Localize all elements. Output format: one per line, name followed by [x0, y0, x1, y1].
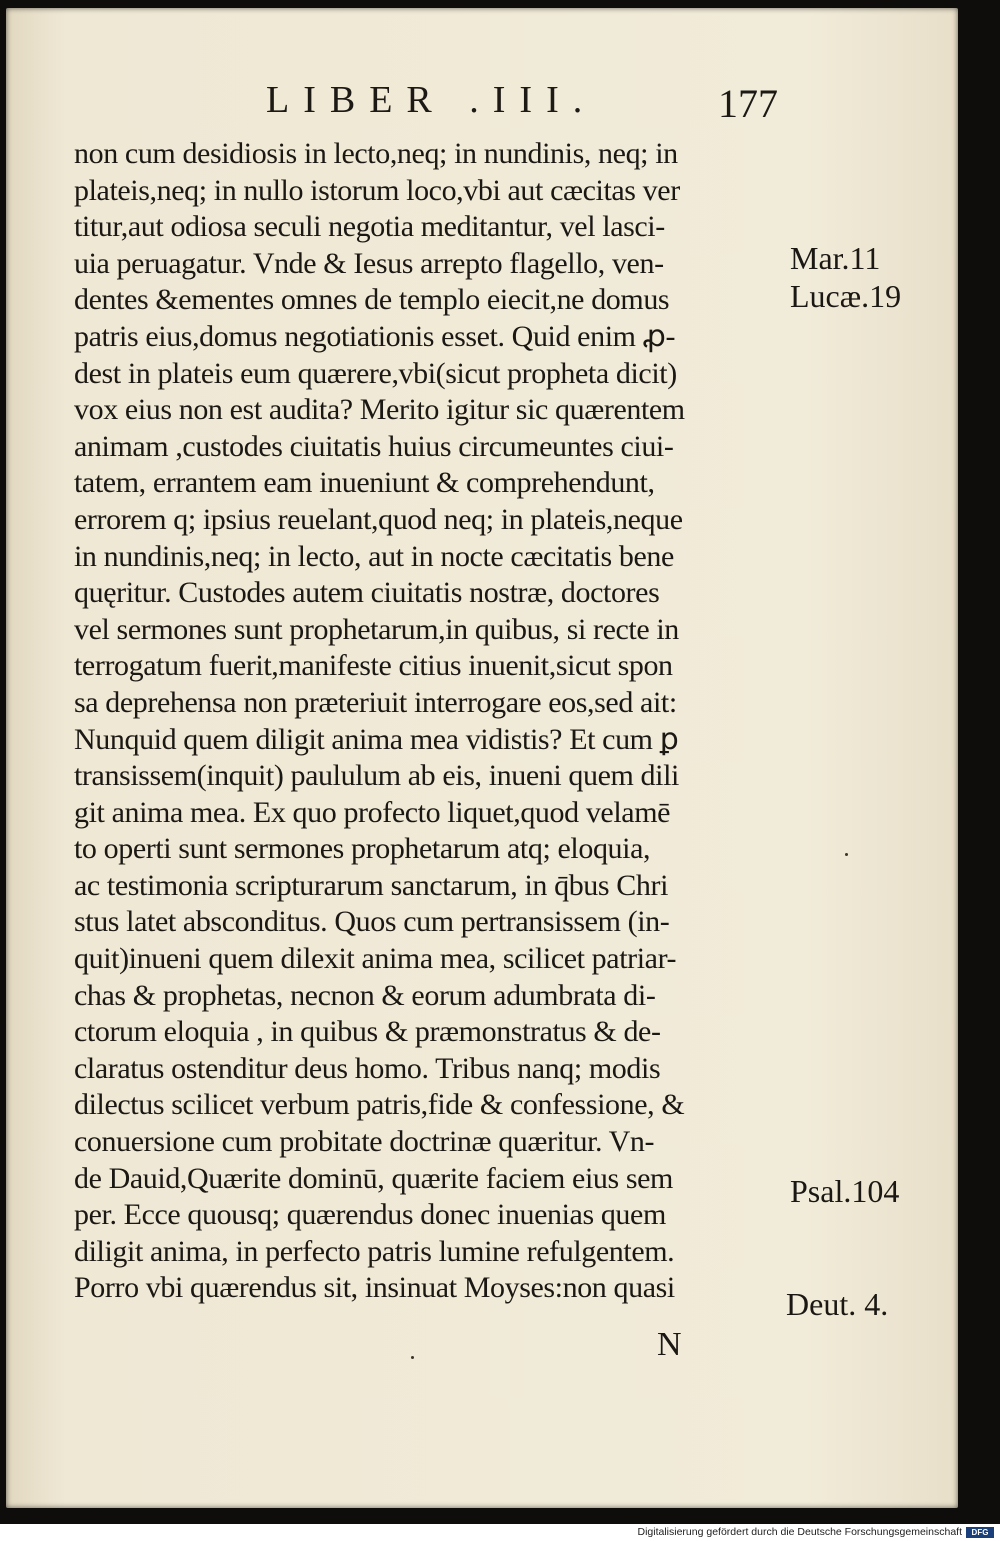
ink-speck: [411, 1356, 414, 1359]
text-line: errorem q; ipsius reuelant,quod neq; in plateis,neque: [74, 502, 683, 536]
text-line: to operti sunt sermones prophetarum atq; eloquia,: [74, 832, 651, 866]
text-line: dentes &ementes omnes de templo eiecit,ne domus: [74, 283, 670, 317]
running-head: LIBER .III.: [266, 79, 597, 121]
footer-bar: [0, 1524, 1000, 1541]
text-line: non cum desidiosis in lecto,neq; in nundinis, neq; in: [74, 137, 678, 170]
funding-credit: Digitalisierung gefördert durch die Deutsche Forschungsgemeinschaft: [637, 1526, 962, 1538]
text-line: terrogatum fuerit,manifeste citius inuenit,sicut spon: [74, 649, 673, 683]
text-line: transissem(inquit) paululum ab eis, inueni quem dili: [74, 759, 679, 793]
text-line: diligit anima, in perfecto patris lumine refulgentem.: [74, 1234, 675, 1268]
text-line: titur,aut odiosa seculi negotia meditantur, vel lasci-: [74, 210, 665, 244]
text-line: chas & prophetas, necnon & eorum adumbrata di-: [74, 978, 656, 1012]
text-line: vox eius non est audita? Merito igitur sic quærentem: [74, 393, 685, 427]
text-line: git anima mea. Ex quo profecto liquet,quod velamē: [74, 795, 671, 829]
text-line: in nundinis,neq; in lecto, aut in nocte cæcitatis bene: [74, 539, 674, 573]
text-line: ctorum eloquia , in quibus & præmonstratus & de-: [74, 1015, 661, 1049]
main-text-block: [74, 136, 794, 1307]
text-line: dilectus scilicet verbum patris,fide & confessione, &: [74, 1088, 685, 1122]
text-line: sa deprehensa non præteriuit interrogare eos,sed ait:: [74, 685, 677, 719]
page-number: 177: [718, 81, 778, 126]
marginal-note: Lucæ.19: [790, 278, 902, 314]
text-line: vel sermones sunt prophetarum,in quibus, si recte in: [74, 612, 679, 646]
text-line: uia peruagatur. Vnde & Iesus arrepto flagello, ven-: [74, 246, 664, 280]
text-line: Nunquid quem diligit anima mea vidistis? Et cum ꝑ: [74, 722, 679, 756]
text-line: quęritur. Custodes autem ciuitatis nostræ, doctores: [74, 576, 660, 610]
marginal-note: Deut. 4.: [786, 1286, 889, 1322]
text-line: ac testimonia scripturarum sanctarum, in q̄bus Chri: [74, 868, 669, 902]
ink-speck: [845, 853, 848, 856]
signature-mark: N: [657, 1326, 682, 1363]
text-line: tatem, errantem eam inueniunt & comprehendunt,: [74, 466, 655, 500]
text-line: per. Ecce quousq; quærendus donec inuenias quem: [74, 1198, 666, 1232]
text-line: dest in plateis eum quærere,vbi(sicut propheta dicit): [74, 356, 677, 390]
text-line: conuersione cum probitate doctrinæ quæritur. Vn-: [74, 1125, 655, 1159]
marginal-note: Mar.11: [790, 240, 881, 276]
text-line: claratus ostenditur deus homo. Tribus nanq; modis: [74, 1051, 661, 1085]
text-line: de Dauid,Quærite dominū, quærite faciem eius sem: [74, 1161, 673, 1195]
book-page: [6, 8, 958, 1508]
text-line: Porro vbi quærendus sit, insinuat Moyses:non quasi: [74, 1271, 675, 1305]
text-line: patris eius,domus negotiationis esset. Quid enim ꝓ-: [74, 319, 676, 353]
marginal-note: Psal.104: [790, 1173, 900, 1209]
text-line: stus latet absconditus. Quos cum pertransissem (in-: [74, 905, 670, 939]
dfg-logo-icon: DFG: [966, 1527, 994, 1538]
text-line: animam ,custodes ciuitatis huius circumeuntes ciui-: [74, 429, 674, 463]
text-line: quit)inueni quem dilexit anima mea, scilicet patriar-: [74, 942, 677, 976]
text-line: plateis,neq; in nullo istorum loco,vbi aut cæcitas ver: [74, 173, 680, 207]
